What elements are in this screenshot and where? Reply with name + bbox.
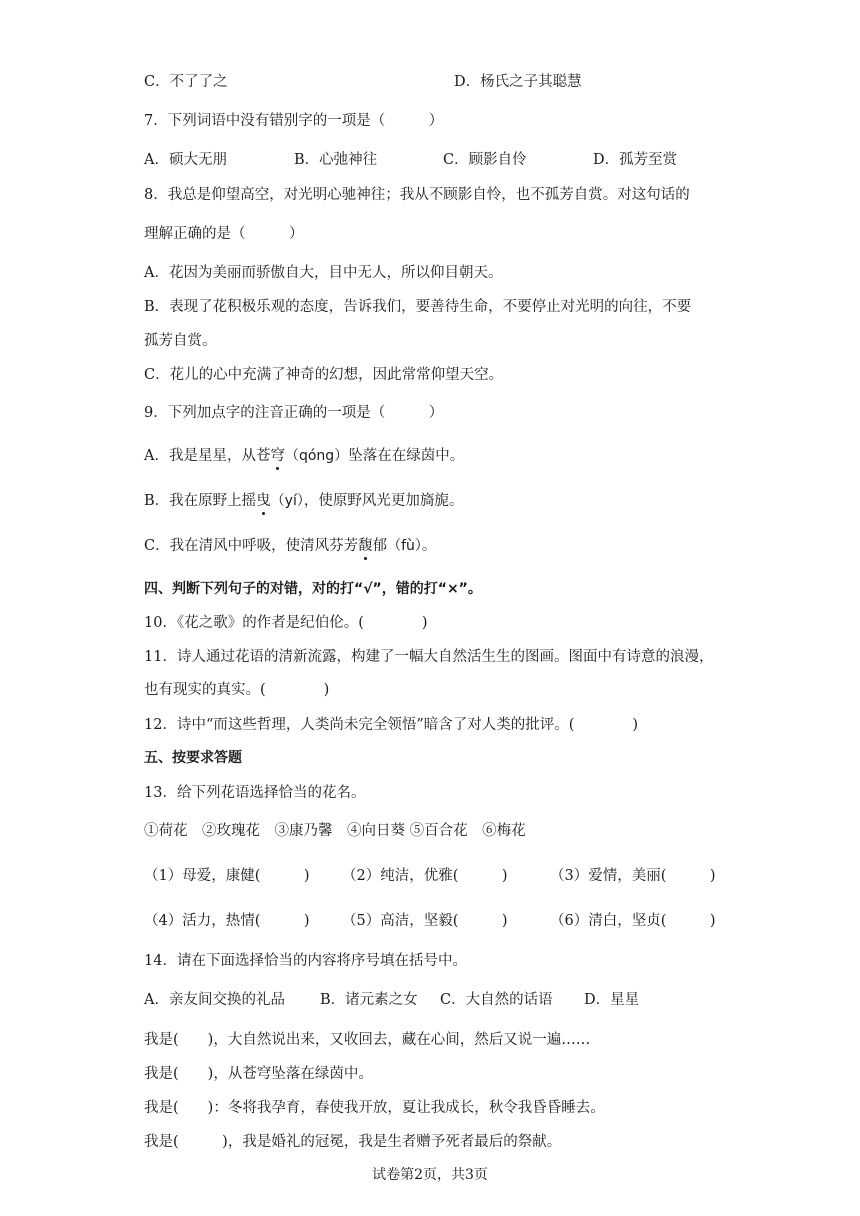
q14-option-b: B．诸元素之女 bbox=[320, 992, 418, 1008]
q13-stem: 13．给下列花语选择恰当的花名。 bbox=[144, 785, 366, 801]
q7-option-c: C．顾影自伶 bbox=[443, 152, 527, 168]
q13-item-2: （2）纯洁，优雅( ) bbox=[342, 868, 508, 884]
q9-b-text-post: ，使原野风光更加旖旎。 bbox=[303, 493, 464, 509]
q6-option-d: D．杨氏之子其聪慧 bbox=[454, 74, 582, 90]
q14-sentence-3: 我是( )：冬将我孕育，春使我开放，夏让我成长，秋令我昏昏睡去。 bbox=[144, 1100, 605, 1116]
q9-a-text-pre: A．我是星星，从苍 bbox=[144, 448, 271, 464]
q14-sentence-2: 我是( )，从苍穹坠落在绿茵中。 bbox=[144, 1066, 373, 1082]
q9-c-text-end: 。 bbox=[421, 538, 437, 554]
q9-a-dotted-char: 穹 bbox=[270, 448, 285, 464]
q14-option-d: D．星星 bbox=[584, 992, 640, 1008]
q7-option-b: B．心弛神往 bbox=[294, 152, 378, 168]
q9-option-b bbox=[144, 491, 463, 511]
section-5-title: 五、按要求答题 bbox=[144, 750, 242, 766]
section-4-title: 四、判断下列句子的对错，对的打“√”，错的打“×”。 bbox=[144, 581, 482, 597]
q9-c-text-post: 郁 bbox=[372, 538, 388, 554]
q8-option-b-line2: 孤芳自赏。 bbox=[144, 333, 217, 349]
q13-item-6: （6）清白，坚贞( ) bbox=[550, 913, 716, 929]
q14-sentence-4: 我是( )，我是婚礼的冠冕，我是生者赠予死者最后的祭献。 bbox=[144, 1134, 562, 1150]
q13-item-3: （3）爱情，美丽( ) bbox=[550, 868, 716, 884]
q9-a-pinyin: （qóng） bbox=[284, 448, 349, 464]
q8-stem-line2: 理解正确的是（ ） bbox=[144, 226, 304, 242]
q9-option-c bbox=[144, 536, 436, 556]
q7-stem: 7．下列词语中没有错别字的一项是（ ） bbox=[144, 113, 444, 129]
q13-item-4: （4）活力，热情( ) bbox=[144, 913, 310, 929]
q14-stem: 14．请在下面选择恰当的内容将序号填在括号中。 bbox=[144, 953, 467, 969]
q9-c-pinyin: （fù） bbox=[387, 538, 422, 554]
q10: 10．《花之歌》的作者是纪伯伦。( ) bbox=[144, 615, 428, 631]
q9-stem: 9．下列加点字的注音正确的一项是（ ） bbox=[144, 405, 444, 421]
page-footer: 试卷第2页，共3页 bbox=[372, 1167, 488, 1183]
q14-option-a: A．亲友间交换的礼品 bbox=[144, 992, 285, 1008]
q14-sentence-1: 我是( )，大自然说出来，又收回去，藏在心间，然后又说一遍…… bbox=[144, 1032, 591, 1048]
q9-b-pinyin: （yí） bbox=[270, 493, 304, 509]
q9-b-dotted-char: 曳 bbox=[256, 493, 271, 509]
q13-item-5: （5）高洁，坚毅( ) bbox=[342, 913, 508, 929]
q9-option-a bbox=[144, 446, 464, 466]
q6-option-c: C．不了了之 bbox=[144, 74, 228, 90]
q7-option-d: D．孤芳至赏 bbox=[593, 152, 678, 168]
q13-flower-list: ①荷花 ②玫瑰花 ③康乃馨 ④向日葵 ⑤百合花 ⑥梅花 bbox=[144, 823, 526, 839]
q9-c-dotted-char: 馥 bbox=[358, 538, 373, 554]
q9-b-text-pre: B．我在原野上摇 bbox=[144, 493, 257, 509]
q11-line1: 11．诗人通过花语的清新流露，构建了一幅大自然活生生的图画。图面中有诗意的浪漫， bbox=[144, 649, 714, 665]
q8-option-b-line1: B．表现了花积极乐观的态度，告诉我们，要善待生命，不要停止对光明的向往，不要 bbox=[144, 299, 692, 315]
q8-option-c: C．花儿的心中充满了神奇的幻想，因此常常仰望天空。 bbox=[144, 367, 504, 383]
q12: 12．诗中“而这些哲理，人类尚未完全领悟”暗含了对人类的批评。( ) bbox=[144, 717, 639, 733]
q9-c-text-pre: C．我在清风中呼吸，使清风芬芳 bbox=[144, 538, 359, 554]
q9-a-text-post: 坠落在在绿茵中。 bbox=[348, 448, 465, 464]
q8-stem-line1: 8．我总是仰望高空，对光明心驰神往；我从不顾影自怜，也不孤芳自赏。对这句话的 bbox=[144, 187, 690, 203]
q13-item-1: （1）母爱，康健( ) bbox=[144, 868, 310, 884]
q7-option-a: A．硕大无朋 bbox=[144, 152, 227, 168]
q14-option-c: C．大自然的话语 bbox=[440, 992, 553, 1008]
q8-option-a: A．花因为美丽而骄傲自大，目中无人，所以仰目朝天。 bbox=[144, 265, 503, 281]
q11-line2: 也有现实的真实。( ) bbox=[144, 682, 330, 698]
